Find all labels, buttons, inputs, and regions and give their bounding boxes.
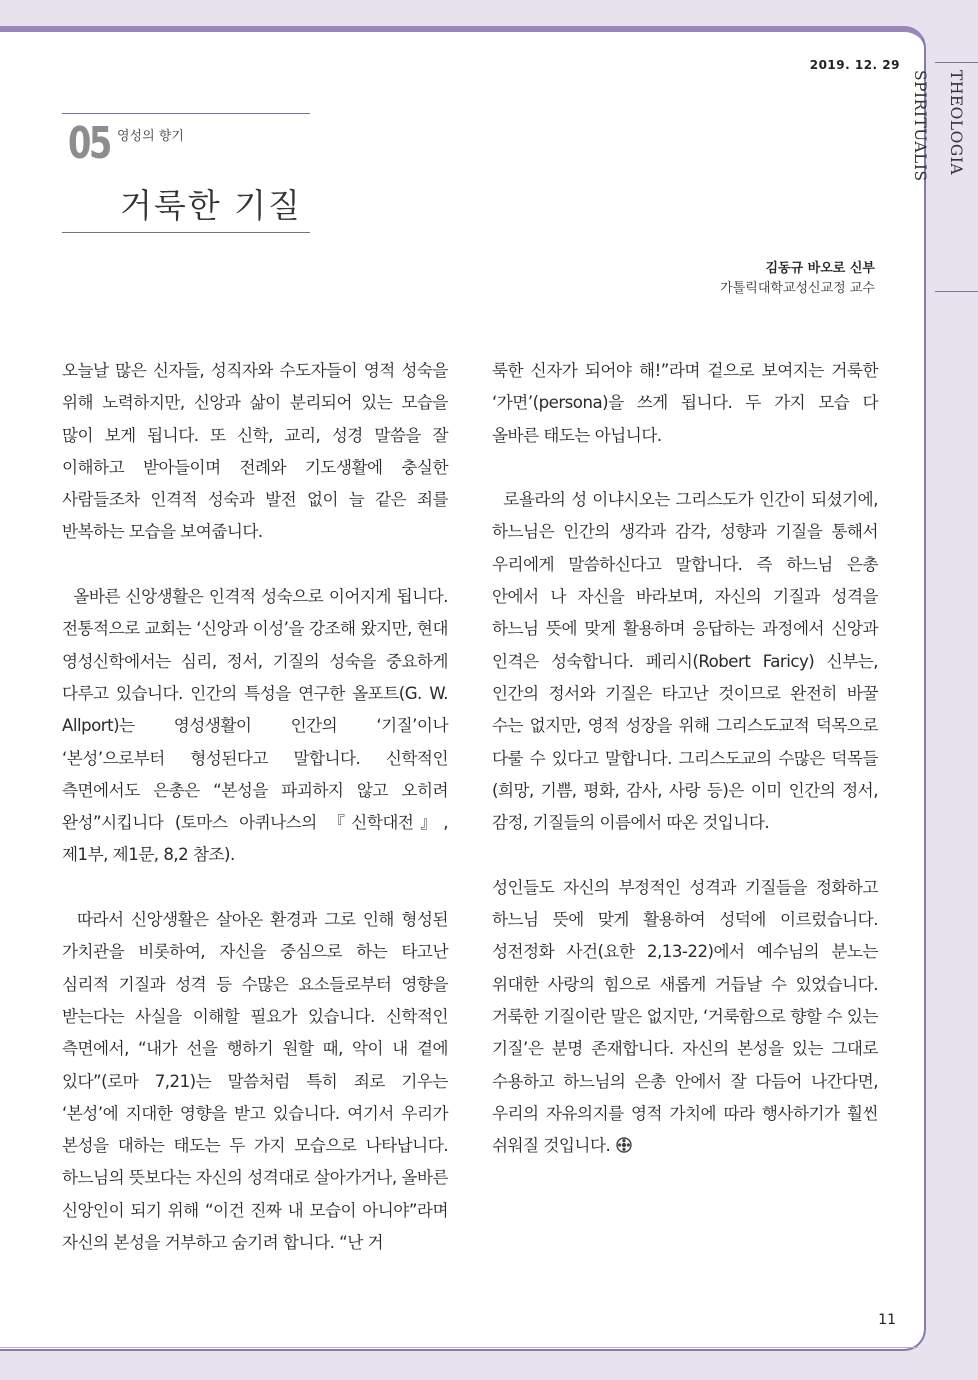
- page-number: 11: [878, 1312, 896, 1328]
- header-rule-bottom: [62, 232, 310, 233]
- paragraph: 따라서 신앙생활은 살아온 환경과 그로 인해 형성된 가치관을 비롯하여, 자신을 중심으로 하는 타고난 심리적 기질과 성격 등 수많은 요소들로부터 영향을 받는다는 사실을 이해할 필요가 있습니다. 신학적인 측면에서, “내가 선을 행하기 원할 때, 악이 내 곁에 있다”(로마 7,21)는 말씀처럼 특히 죄로 기우는 ‘본성’에 지대한 영향을 받고 있습니다. 여기서 우리가 본성을 대하는 태도는 두 가지 모습으로 나타납니다. 하느님의 뜻보다는 자신의 성격대로 살아가거나, 올바른 신앙인이 되기 위해 “이건 진짜 내 모습이 아니야”라며 자신의 본성을 거부하고 숨기려 합니다. “난 거: [62, 910, 448, 1253]
- article-title: 거룩한 기질: [120, 186, 302, 225]
- section-number: 05: [68, 118, 110, 169]
- author-name: 김동규 바오로 신부: [765, 261, 875, 276]
- paragraph-last: [492, 872, 878, 1163]
- paragraph-text: 성인들도 자신의 부정적인 성격과 기질들을 정화하고 하느님 뜻에 맞게 활용하여 성덕에 이르렀습니다. 성전정화 사건(요한 2,13-22)에서 예수님의 분노는 위대한 사랑의 힘으로 새롭게 거듭날 수 있었습니다. 거룩한 기질이란 말은 없지만, ‘거룩함으로 향할 수 있는 기질’은 분명 존재합니다. 자신의 본성을 있는 그대로 수용하고 하느님의 은총 안에서 잘 다듬어 나간다면, 우리의 자유의지를 영적 가치에 따라 행사하기가 훨씬 쉬워질 것입니다.: [492, 877, 878, 1156]
- body-column-left: [62, 355, 448, 1259]
- section-label: 영성의 향기: [117, 129, 184, 144]
- issue-date: 2019. 12. 29: [809, 58, 900, 72]
- paragraph: 룩한 신자가 되어야 해!”라며 겉으로 보여지는 거룩한 ‘가면’(persona)을 쓰게 됩니다. 두 가지 모습 다 올바른 태도는 아닙니다.: [492, 361, 878, 445]
- author-affiliation: 가톨릭대학교성신교정 교수: [720, 281, 875, 296]
- body-column-right: [492, 355, 878, 1162]
- side-title: THEOLOGIA SPIRITUALIS: [911, 70, 965, 182]
- end-mark-icon: [616, 1132, 632, 1148]
- paragraph: 오늘날 많은 신자들, 성직자와 수도자들이 영적 성숙을 위해 노력하지만, 신앙과 삶이 분리되어 있는 모습을 많이 보게 됩니다. 또 신학, 교리, 성경 말씀을 잘 이해하고 받아들이며 전례와 기도생활에 충실한 사람들조차 인격적 성숙과 발전 없이 늘 같은 죄를 반복하는 모습을 보여줍니다.: [62, 361, 448, 542]
- paragraph: 올바른 신앙생활은 인격적 성숙으로 이어지게 됩니다. 전통적으로 교회는 ‘신앙과 이성’을 강조해 왔지만, 현대 영성신학에서는 심리, 정서, 기질의 성숙을 중요하게 다루고 있습니다. 인간의 특성을 연구한 올포트(G. W. Allport)는 영성생활이 인간의 ‘기질’이나 ‘본성’으로부터 형성된다고 말합니다. 신학적인 측면에서도 은총은 “본성을 파괴하지 않고 오히려 완성”시킵니다 (토마스 아퀴나스의 『신학대전』, 제1부, 제1문, 8,2 참조).: [62, 587, 448, 865]
- header-rule-top: [62, 113, 310, 114]
- paragraph: 로욜라의 성 이냐시오는 그리스도가 인간이 되셨기에, 하느님은 인간의 생각과 감각, 성향과 기질을 통해서 우리에게 말씀하신다고 말합니다. 즉 하느님 은총 안에서 나 자신을 바라보며, 자신의 기질과 성격을 하느님 뜻에 맞게 활용하며 응답하는 과정에서 신앙과 인격은 성숙합니다. 페리시(Robert Faricy) 신부는, 인간의 정서와 기질은 타고난 것이므로 완전히 바꿀 수는 없지만, 영적 성장을 위해 그리스도교적 덕목으로 다룰 수 있다고 말합니다. 그리스도교의 수많은 덕목들(희망, 기쁨, 평화, 감사, 사랑 등)은 이미 인간의 정서, 감정, 기질들의 이름에서 따온 것입니다.: [492, 490, 878, 833]
- page-bottom-line: [0, 1347, 918, 1348]
